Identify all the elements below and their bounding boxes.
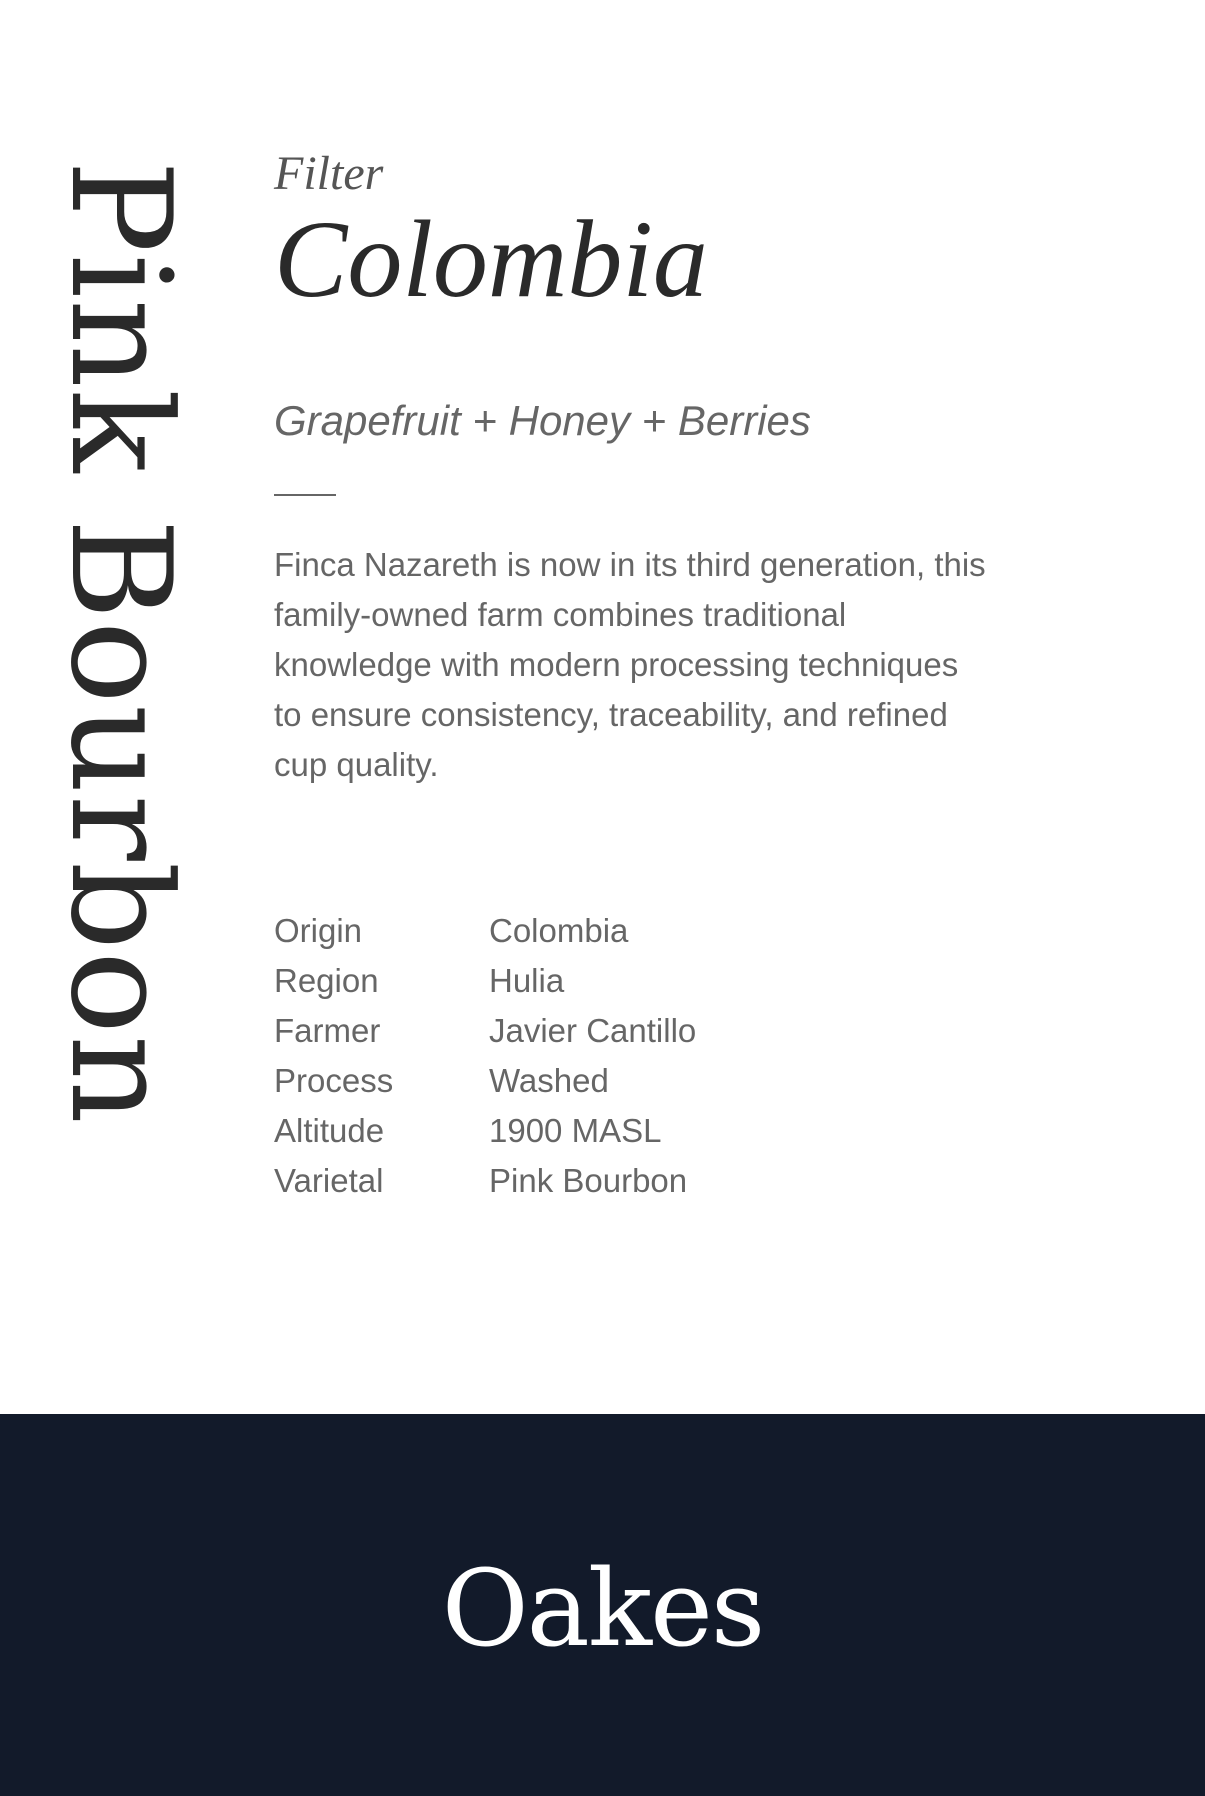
category-label: Filter (274, 147, 384, 200)
detail-value: Hulia (489, 962, 565, 999)
detail-label: Farmer (274, 1012, 381, 1049)
origin-title: Colombia (274, 198, 708, 320)
detail-row-altitude (274, 1106, 1034, 1156)
details-table (274, 906, 1034, 1206)
detail-label: Altitude (274, 1112, 385, 1149)
detail-label: Origin (274, 912, 363, 949)
varietal-vertical-title: Pink Bourbon (40, 160, 201, 1125)
detail-row-origin (274, 906, 1034, 956)
detail-label: Process (274, 1062, 394, 1099)
label-content (274, 147, 1034, 1206)
footer-band (0, 1414, 1205, 1796)
tasting-notes: Grapefruit + Honey + Berries (274, 397, 811, 444)
detail-value: Javier Cantillo (489, 1012, 697, 1049)
detail-label: Region (274, 962, 379, 999)
detail-row-varietal (274, 1156, 1034, 1206)
detail-row-farmer (274, 1006, 1034, 1056)
detail-row-process (274, 1056, 1034, 1106)
detail-value: 1900 MASL (489, 1112, 662, 1149)
detail-value: Colombia (489, 912, 629, 949)
detail-value: Pink Bourbon (489, 1162, 688, 1199)
detail-label: Varietal (274, 1162, 384, 1199)
detail-value: Washed (489, 1062, 609, 1099)
detail-row-region (274, 956, 1034, 1006)
divider (274, 494, 336, 496)
brand-logo: Oakes (441, 1547, 764, 1670)
description-paragraph: Finca Nazareth is now in its third generation, this family-owned farm combines traditional knowledge with modern processing techniques to ensure consistency, traceability, and refined cup quality. (274, 546, 986, 783)
